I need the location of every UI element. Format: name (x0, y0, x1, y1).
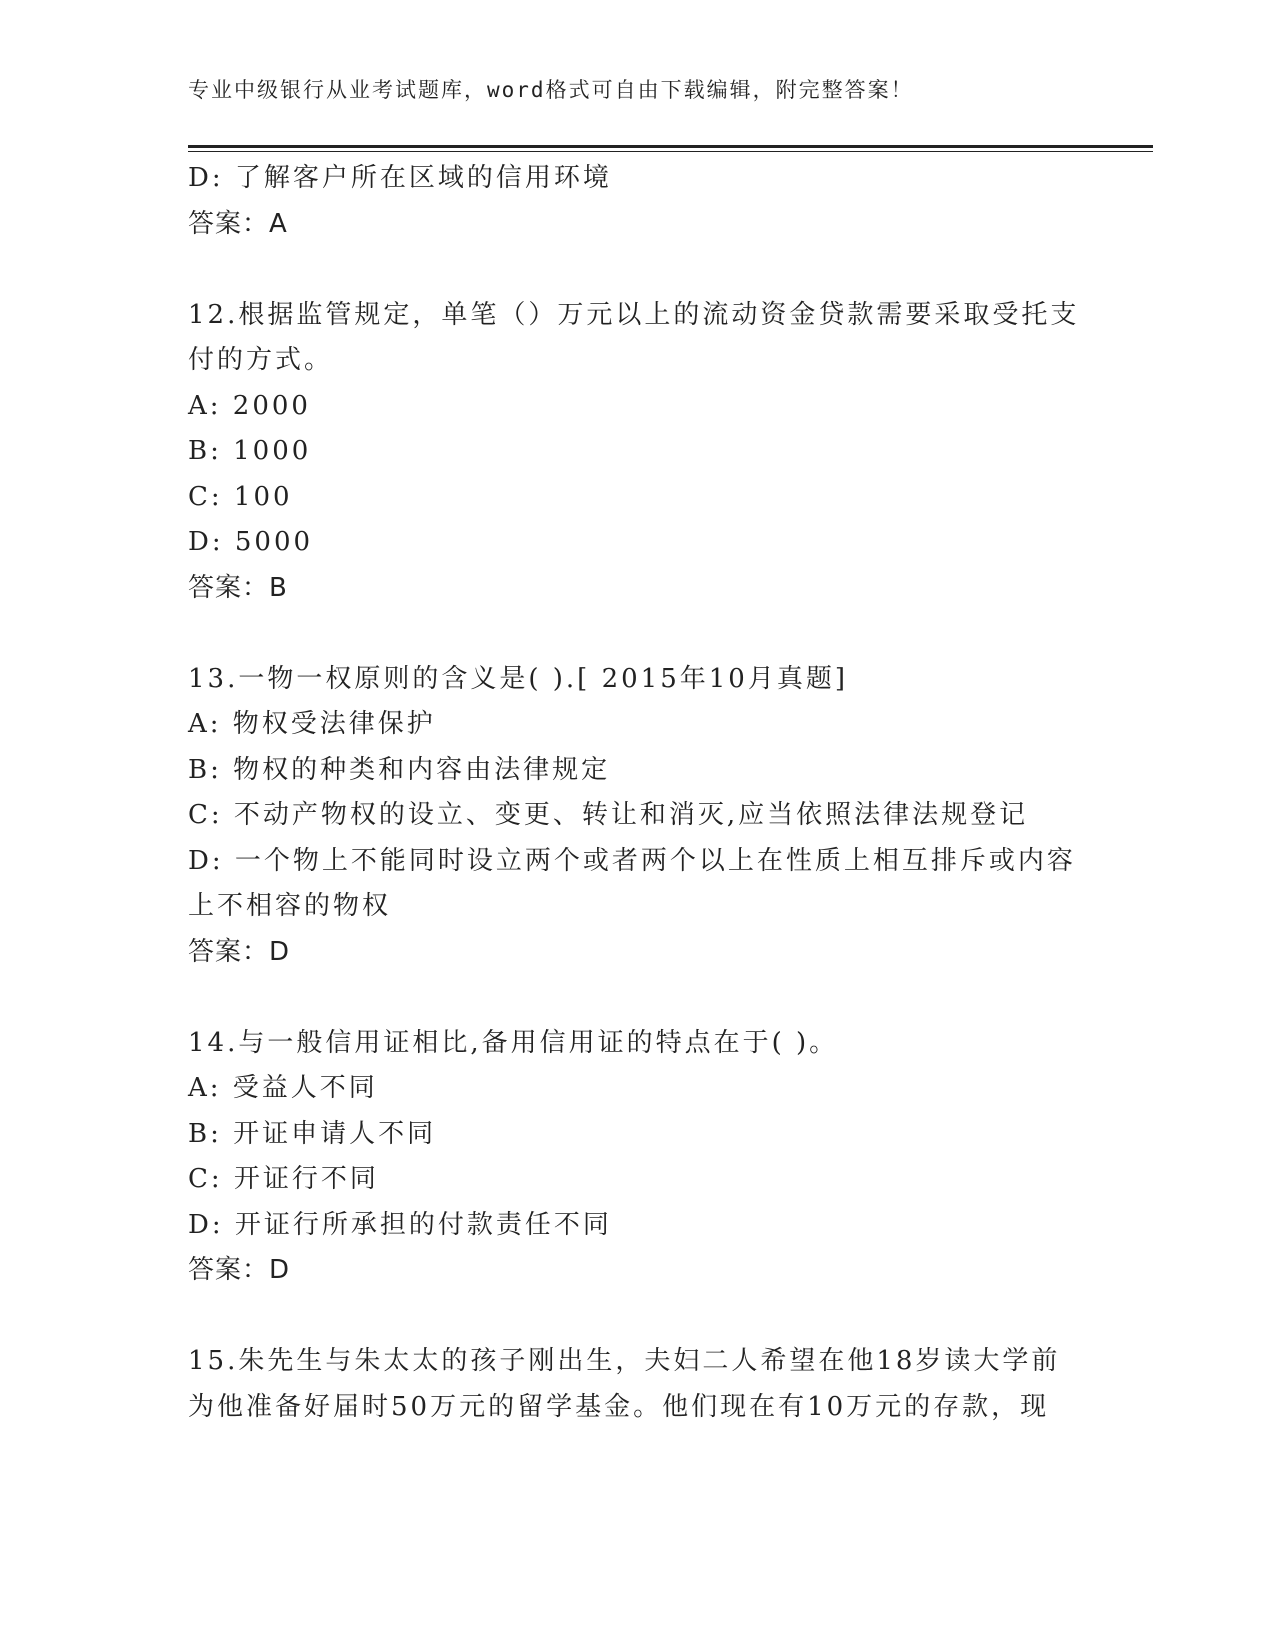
page-header: 专业中级银行从业考试题库，word格式可自由下载编辑，附完整答案！ (188, 78, 914, 102)
spacer (188, 611, 1088, 657)
option-d-cont: 上不相容的物权 (188, 891, 392, 921)
question-stem: 14.与一般信用证相比,备用信用证的特点在于( )。 (188, 1027, 839, 1058)
question-stem: 13.一物一权原则的含义是( ).[ 2015年10月真题] (188, 663, 848, 694)
spacer (188, 975, 1088, 1021)
question-stem: 15.朱先生与朱太太的孩子刚出生，夫妇二人希望在他18岁读大学前 (188, 1346, 1061, 1376)
spacer (188, 1294, 1088, 1340)
option-d: D: 开证行所承担的付款责任不同 (188, 1209, 612, 1240)
prev-option-d: D: 了解客户所在区域的信用环境 (188, 163, 612, 193)
document-body (188, 156, 1088, 1430)
header-rule-thin (188, 151, 1153, 152)
question-15 (188, 1339, 1088, 1430)
spacer (188, 247, 1088, 293)
prev-answer: 答案：A (188, 208, 288, 239)
answer: 答案：D (188, 936, 291, 967)
question-14 (188, 1021, 1088, 1294)
question-12 (188, 293, 1088, 612)
header-rule-thick (188, 145, 1153, 148)
option-b: B: 1000 (188, 436, 312, 466)
question-stem: 12.根据监管规定，单笔（）万元以上的流动资金贷款需要采取受托支 (188, 299, 1080, 330)
option-d: D: 5000 (188, 527, 314, 557)
option-c: C: 开证行不同 (188, 1164, 379, 1194)
option-c: C: 100 (188, 481, 293, 512)
question-stem-cont: 付的方式。 (188, 345, 334, 375)
answer: 答案：D (188, 1255, 291, 1285)
option-d: D: 一个物上不能同时设立两个或者两个以上在性质上相互排斥或内容 (188, 845, 1076, 876)
option-b: B: 开证申请人不同 (188, 1118, 437, 1149)
question-stem-cont: 为他准备好届时50万元的留学基金。他们现在有10万元的存款，现 (188, 1391, 1050, 1422)
option-a: A: 受益人不同 (188, 1073, 378, 1103)
option-a: A: 物权受法律保护 (188, 709, 436, 739)
question-13 (188, 657, 1088, 976)
option-a: A: 2000 (188, 390, 311, 421)
option-b: B: 物权的种类和内容由法律规定 (188, 754, 611, 785)
option-c: C: 不动产物权的设立、变更、转让和消灭,应当依照法律法规登记 (188, 800, 1029, 830)
answer: 答案：B (188, 572, 288, 603)
